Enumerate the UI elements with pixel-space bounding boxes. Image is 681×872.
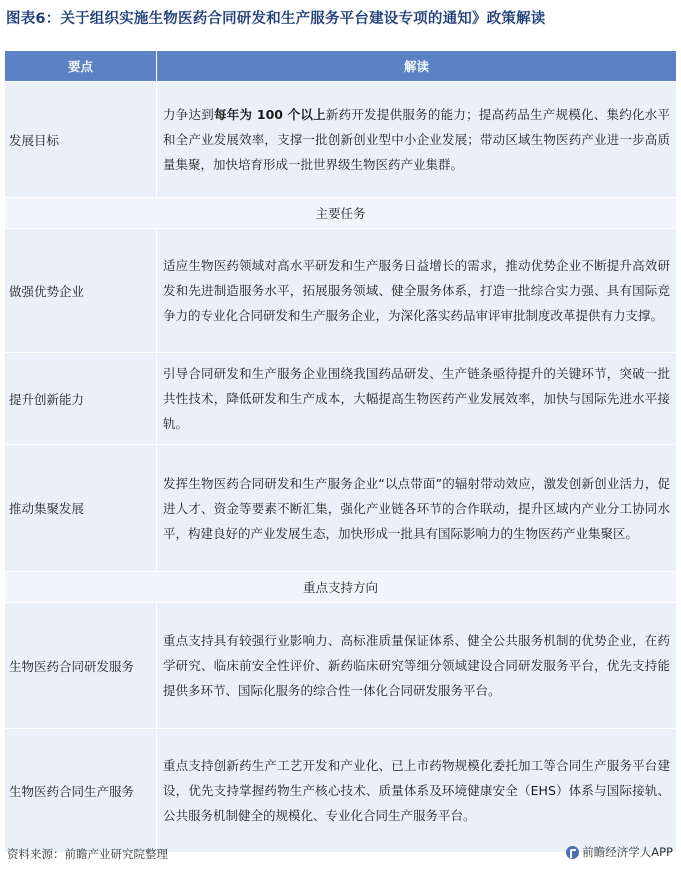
section-title: 重点支持方向 <box>5 572 677 603</box>
row-key: 生物医药合同研发服务 <box>5 603 157 729</box>
page-title: 图表6：关于组织实施生物医药合同研发和生产服务平台建设专项的通知》政策解读 <box>6 11 546 27</box>
row-key: 提升创新能力 <box>5 353 157 445</box>
row-text: 重点支持创新药生产工艺开发和产业化、已上市药物规模化委托加工等合同生产服务平台建设，优先支持掌握药物生产核心技术、质量体系及环境健康安全（EHS）体系与国际接轨、公共服务机制健全的规模化、专业化合同生产服务平台。 <box>157 729 677 853</box>
row-text-pre: 力争达到 <box>163 107 215 122</box>
source-note: 资料来源：前瞻产业研究院整理 <box>7 847 168 861</box>
table-row <box>5 82 677 198</box>
section-row <box>5 198 677 229</box>
row-text-bold: 每年为 100 个以上 <box>214 107 326 122</box>
row-key: 生物医药合同生产服务 <box>5 729 157 853</box>
row-key: 推动集聚发展 <box>5 445 157 572</box>
row-key: 做强优势企业 <box>5 229 157 353</box>
section-row <box>5 572 677 603</box>
table-row <box>5 229 677 353</box>
table-header-row <box>5 51 677 82</box>
row-key: 发展目标 <box>5 82 157 198</box>
policy-table <box>4 50 677 853</box>
table-row <box>5 603 677 729</box>
header-value: 解读 <box>157 51 677 82</box>
table-row <box>5 729 677 853</box>
row-text: 重点支持具有较强行业影响力、高标准质量保证体系、健全公共服务机制的优势企业，在药学研究、临床前安全性评价、新药临床研究等细分领域建设合同研发服务平台，优先支持能提供多环节、国际化服务的综合性一体化合同研发服务平台。 <box>157 603 677 729</box>
row-text: 发挥生物医药合同研发和生产服务企业“以点带面”的辐射带动效应，激发创新创业活力，促进人才、资金等要素不断汇集，强化产业链各环节的合作联动，提升区域内产业分工协同水平，构建良好的产业发展生态，加快形成一批具有国际影响力的生物医药产业集聚区。 <box>157 445 677 572</box>
table-row <box>5 445 677 572</box>
row-text-post: 新药开发提供服务的能力；提高药品生产规模化、集约化水平和全产业发展效率，支撑一批创新创业型中小企业发展；带动区域生物医药产业进一步高质量集聚，加快培育形成一批世界级生物医药产业集群。 <box>163 107 670 172</box>
header-key: 要点 <box>5 51 157 82</box>
row-text <box>157 82 677 198</box>
row-text: 适应生物医药领域对高水平研发和生产服务日益增长的需求，推动优势企业不断提升高效研发和先进制造服务水平，拓展服务领域、健全服务体系，打造一批综合实力强、具有国际竞争力的专业化合同研发和生产服务企业，为深化落实药品审评审批制度改革提供有力支撑。 <box>157 229 677 353</box>
brand-label: 前瞻经济学人APP <box>582 845 673 859</box>
row-text: 引导合同研发和生产服务企业围绕我国药品研发、生产链条亟待提升的关键环节，突破一批共性技术，降低研发和生产成本，大幅提高生物医药产业发展效率，加快与国际先进水平接轨。 <box>157 353 677 445</box>
section-title: 主要任务 <box>5 198 677 229</box>
qianzhan-logo-icon <box>566 846 579 859</box>
table-row <box>5 353 677 445</box>
brand-credit <box>566 844 673 860</box>
